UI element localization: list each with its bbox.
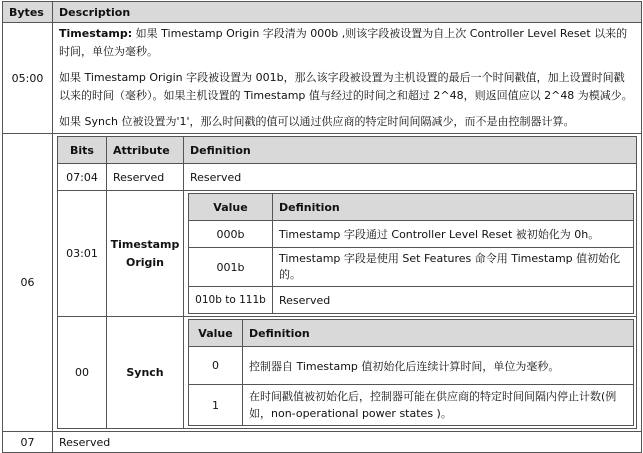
synch-values	[188, 319, 634, 426]
bytes-07: 07	[3, 432, 53, 453]
header-description: Description	[53, 2, 642, 23]
origin-definition-001b: Timestamp 字段是使用 Set Features 命令用 Timestamp 值初始化的。	[273, 248, 634, 287]
definition-0301	[184, 191, 637, 317]
synch-definition-header: Definition	[243, 320, 634, 347]
attribute-synch: Synch	[107, 317, 184, 429]
timestamp-label: Timestamp:	[59, 27, 133, 40]
timestamp-paragraph-2: 如果 Timestamp Origin 字段被设置为 001b，那么该字段被设置为主机设置的最后一个时间戳值，加上设置时间戳以来的时间（毫秒）。如果主机设置的 Timestamp 值与经过的时间之和超过 2^48，则返回值应以 2^48 为模减少。	[59, 71, 633, 102]
timestamp-paragraph-1	[59, 25, 635, 61]
timestamp-origin-values	[188, 193, 634, 314]
value-definition-header: Definition	[273, 194, 634, 221]
origin-definition-reserved: Reserved	[273, 287, 634, 314]
description-06	[53, 134, 642, 432]
bits-table	[57, 136, 637, 429]
synch-definition-1: 在时间戳值被初始化后，控制器可能在供应商的特定时间间隔内停止计数(例如，non-operational power states )。	[243, 385, 634, 426]
definition-0704: Reserved	[184, 164, 637, 191]
attribute-timestamp-origin: Timestamp Origin	[107, 191, 184, 317]
synch-value-0: 0	[189, 347, 243, 385]
timestamp-field-table	[2, 1, 642, 453]
timestamp-paragraph-1-text: 如果 Timestamp Origin 字段清为 000b ,则该字段被设置为自上次 Controller Level Reset 以来的时间，单位为毫秒。	[59, 27, 628, 58]
timestamp-paragraph-3: 如果 Synch 位被设置为'1'，那么时间戳的值可以通过供应商的特定时间间隔减少，而不是由控制器计算。	[59, 115, 575, 128]
description-07: Reserved	[53, 432, 642, 453]
bits-00: 00	[58, 317, 107, 429]
synch-definition-0: 控制器自 Timestamp 值初始化后连续计算时间，单位为毫秒。	[243, 347, 634, 385]
attribute-header: Attribute	[107, 137, 184, 164]
bytes-0500: 05:00	[3, 23, 53, 134]
bits-0301: 03:01	[58, 191, 107, 317]
definition-00	[184, 317, 637, 429]
header-bytes: Bytes	[3, 2, 53, 23]
definition-header: Definition	[184, 137, 637, 164]
origin-value-001b: 001b	[189, 248, 273, 287]
bits-0704: 07:04	[58, 164, 107, 191]
synch-value-1: 1	[189, 385, 243, 426]
origin-value-000b: 000b	[189, 221, 273, 248]
description-0500	[53, 23, 642, 134]
synch-value-header: Value	[189, 320, 243, 347]
value-header: Value	[189, 194, 273, 221]
attribute-0704: Reserved	[107, 164, 184, 191]
origin-definition-000b: Timestamp 字段通过 Controller Level Reset 被初始化为 0h。	[273, 221, 634, 248]
origin-value-reserved: 010b to 111b	[189, 287, 273, 314]
bytes-06: 06	[3, 134, 53, 432]
bits-header: Bits	[58, 137, 107, 164]
